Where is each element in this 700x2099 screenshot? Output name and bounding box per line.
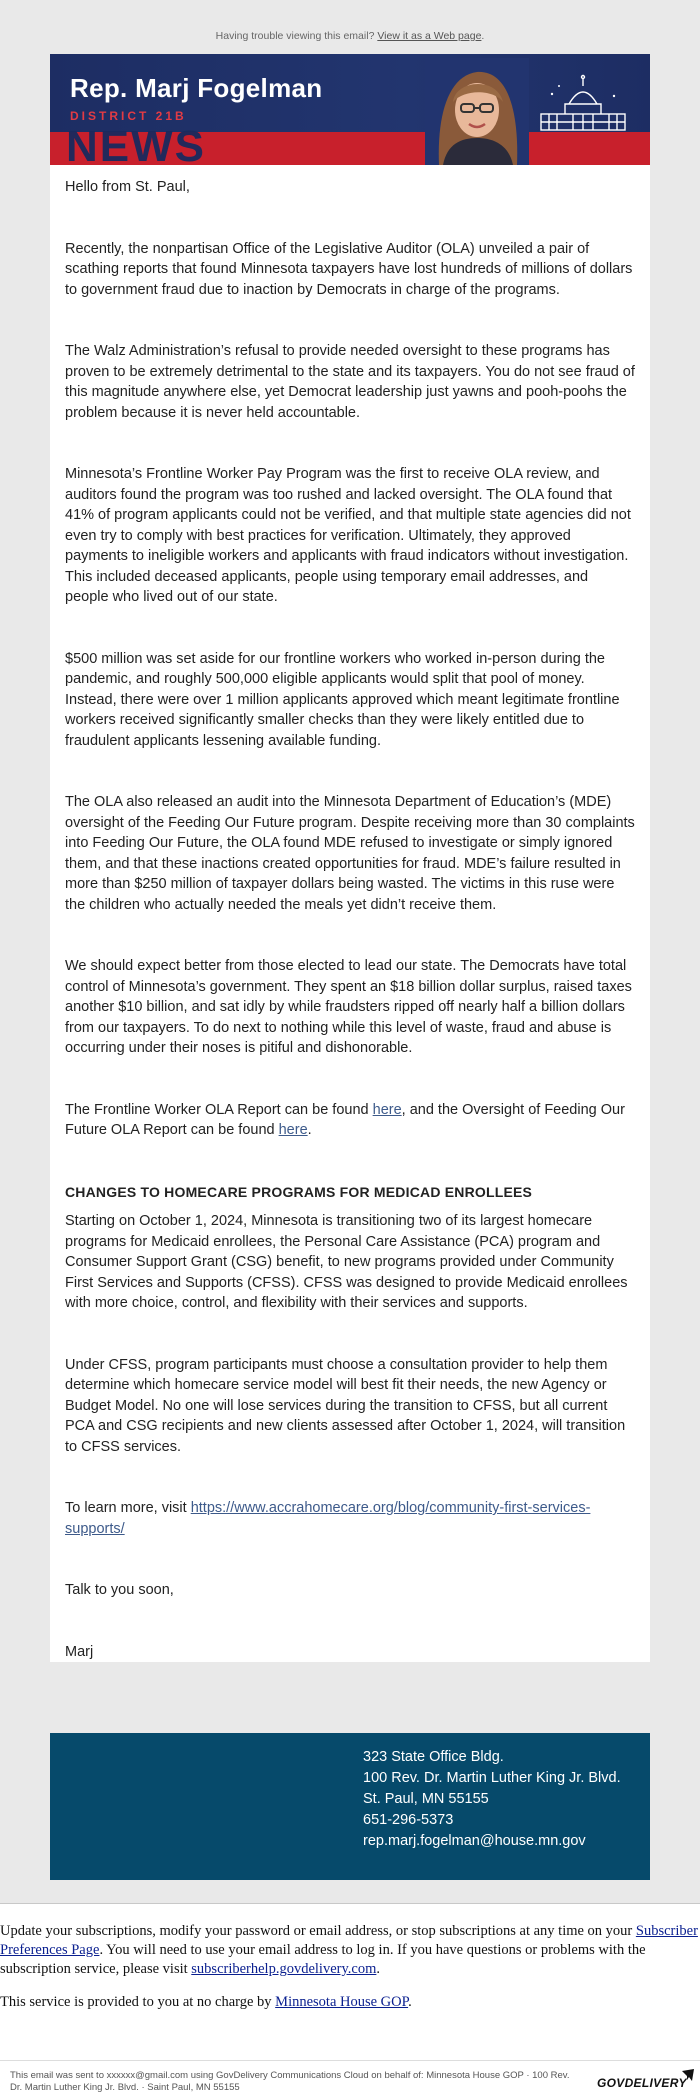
contact-footer (50, 1733, 650, 1880)
address-line-3: St. Paul, MN 55155 (363, 1791, 489, 1807)
signature: Marj (65, 1643, 94, 1660)
email-card (50, 54, 650, 1662)
paragraph-ola-reports: Recently, the nonpartisan Office of the Legislative Auditor (OLA) unveiled a pair of scathing reports that found Minnesota taxpayers have lost hundreds of millions of dollars to government fraud due to inaction by Democrats in charge of the programs. (65, 240, 633, 298)
paragraph-report-links: The Frontline Worker OLA Report can be found here, and the Oversight of Feeding Our Future OLA Report can be found here. (65, 1101, 625, 1138)
paragraph-walz-oversight: The Walz Administration’s refusal to provide needed oversight to these programs has proven to be extremely detrimental to the state and its taxpayers. You do not see fraud of this magnitude anywhere else, yet Democrat leadership just yawns and pooh-poohs the problem because it is never held accountable. (65, 343, 635, 421)
accra-homecare-link[interactable]: https://www.accrahomecare.org/blog/community-first-services-supports/ (65, 1500, 591, 1537)
view-web-text: Having trouble viewing this email? (215, 30, 375, 42)
subscription-info (0, 1922, 700, 2026)
paragraph-learn-more: To learn more, visit https://www.accrahomecare.org/blog/community-first-services-supports/ (65, 1500, 591, 1537)
paragraph-expect-better: We should expect better from those elected to lead our state. The Democrats have total control of Minnesota’s government. They spent an $18 billion dollar surplus, raised taxes another $10 billion, and sat idly by while fraudsters ripped off nearly half a billion dollars from our taxpayers. To do next to nothing while this level of waste, fraud and abuse is occurring under their noses is pitiful and dishonorable. (65, 958, 632, 1056)
email-address[interactable]: rep.marj.fogelman@house.mn.gov (363, 1833, 586, 1849)
house-gop-link[interactable]: Minnesota House GOP (275, 1994, 409, 2010)
govdelivery-logo[interactable]: GOVDELIVERY (597, 2076, 687, 2090)
district-label: DISTRICT 21B (70, 109, 187, 123)
header-banner (50, 54, 650, 165)
section-heading-homecare: CHANGES TO HOMECARE PROGRAMS FOR MEDICAD ENROLLEES (65, 1183, 533, 1200)
email-body (50, 165, 650, 1662)
service-provided-paragraph: This service is provided to you at no charge by Minnesota House GOP. (0, 1994, 412, 2010)
paragraph-frontline-pay: Minnesota’s Frontline Worker Pay Program was the first to receive OLA review, and auditors found the program was too rushed and lacked oversight. The OLA found that 41% of program applicants could not be verified, and that multiple state agencies did not even try to comply with best practices for verification. Ultimately, they approved payments to ineligible workers and applicants with fraud indicators without investigation. This included deceased applicants, people using temporary email addresses, and people who lived out of our state. (65, 466, 631, 605)
sent-to-text: This email was sent to xxxxxx@gmail.com using GovDelivery Communications Cloud on behalf of: Minnesota House GOP · 100 Rev. Dr. Martin Luther King Jr. Blvd. · Saint Paul, MN 55155 (10, 2070, 570, 2093)
feeding-report-link[interactable]: here (278, 1122, 308, 1138)
paragraph-cfss-transition: Starting on October 1, 2024, Minnesota is transitioning two of its largest homecare programs for Medicaid enrollees, the Personal Care Assistance (PCA) program and Consumer Support Grant (CSG) benefit, to new programs provided under Community First Services and Supports (CFSS). CFSS was designed to provide Medicaid enrollees with more choice, control, and flexibility with their services and supports. (65, 1213, 628, 1311)
view-web-suffix: . (481, 30, 485, 42)
address-line-1: 323 State Office Bldg. (363, 1749, 504, 1765)
paragraph-feeding-our-future: The OLA also released an audit into the Minnesota Department of Education’s (MDE) oversight of the Feeding Our Future program. Despite receiving more than 30 complaints into Feeding Our Future, the OLA found MDE refused to investigate or simply ignored them, and that these inactions created opportunities for fraud. MDE’s failure resulted in more than $250 million of taxpayer dollars being wasted. The victims in this ruse were the children who actually needed the meals yet didn’t receive them. (65, 794, 635, 913)
envelope-icon (681, 2068, 695, 2082)
greeting: Hello from St. Paul, (65, 179, 190, 195)
view-web-link[interactable]: View it as a Web page (377, 30, 482, 42)
divider (0, 1903, 700, 1904)
address-line-2: 100 Rev. Dr. Martin Luther King Jr. Blvd. (363, 1770, 621, 1786)
frontline-report-link[interactable]: here (372, 1101, 402, 1118)
paragraph-cfss-consultation: Under CFSS, program participants must choose a consultation provider to help them determine which homecare service model will best fit their needs, the new Agency or Budget Model. No one will lose services during the transition to CFSS, but all current PCA and CSG recipients and new clients assessed after October 1, 2024, will transition to CFSS services. (65, 1356, 626, 1455)
rep-name: Rep. Marj Fogelman (70, 73, 323, 103)
subscriber-preferences-link[interactable]: Subscriber Preferences Page (0, 1923, 698, 1958)
news-wordmark: NEWS (66, 122, 206, 165)
closing-line: Talk to you soon, (65, 1582, 174, 1598)
phone-number: 651-296-5373 (363, 1812, 454, 1828)
portrait-photo (425, 58, 529, 165)
govdelivery-footer (0, 2060, 700, 2099)
contact-address (363, 1747, 621, 1852)
paragraph-500-million: $500 million was set aside for our frontline workers who worked in-person during the pandemic, and roughly 500,000 eligible applicants would split that pool of money. Instead, there were over 1 million applicants approved which meant legitimate frontline workers received significantly smaller checks than they were likely entitled due to fraudulent applicants lessening available funding. (65, 650, 620, 749)
subscription-paragraph: Update your subscriptions, modify your password or email address, or stop subscriptions at any time on your Subscriber Preferences Page. You will need to use your email address to log in. If you have questions or problems with the subscription service, please visit subscriberhelp.govdelivery.com. (0, 1923, 698, 1977)
subscriber-help-link[interactable]: subscriberhelp.govdelivery.com (191, 1961, 377, 1977)
capitol-icon (537, 74, 629, 136)
view-web-note (0, 30, 700, 42)
